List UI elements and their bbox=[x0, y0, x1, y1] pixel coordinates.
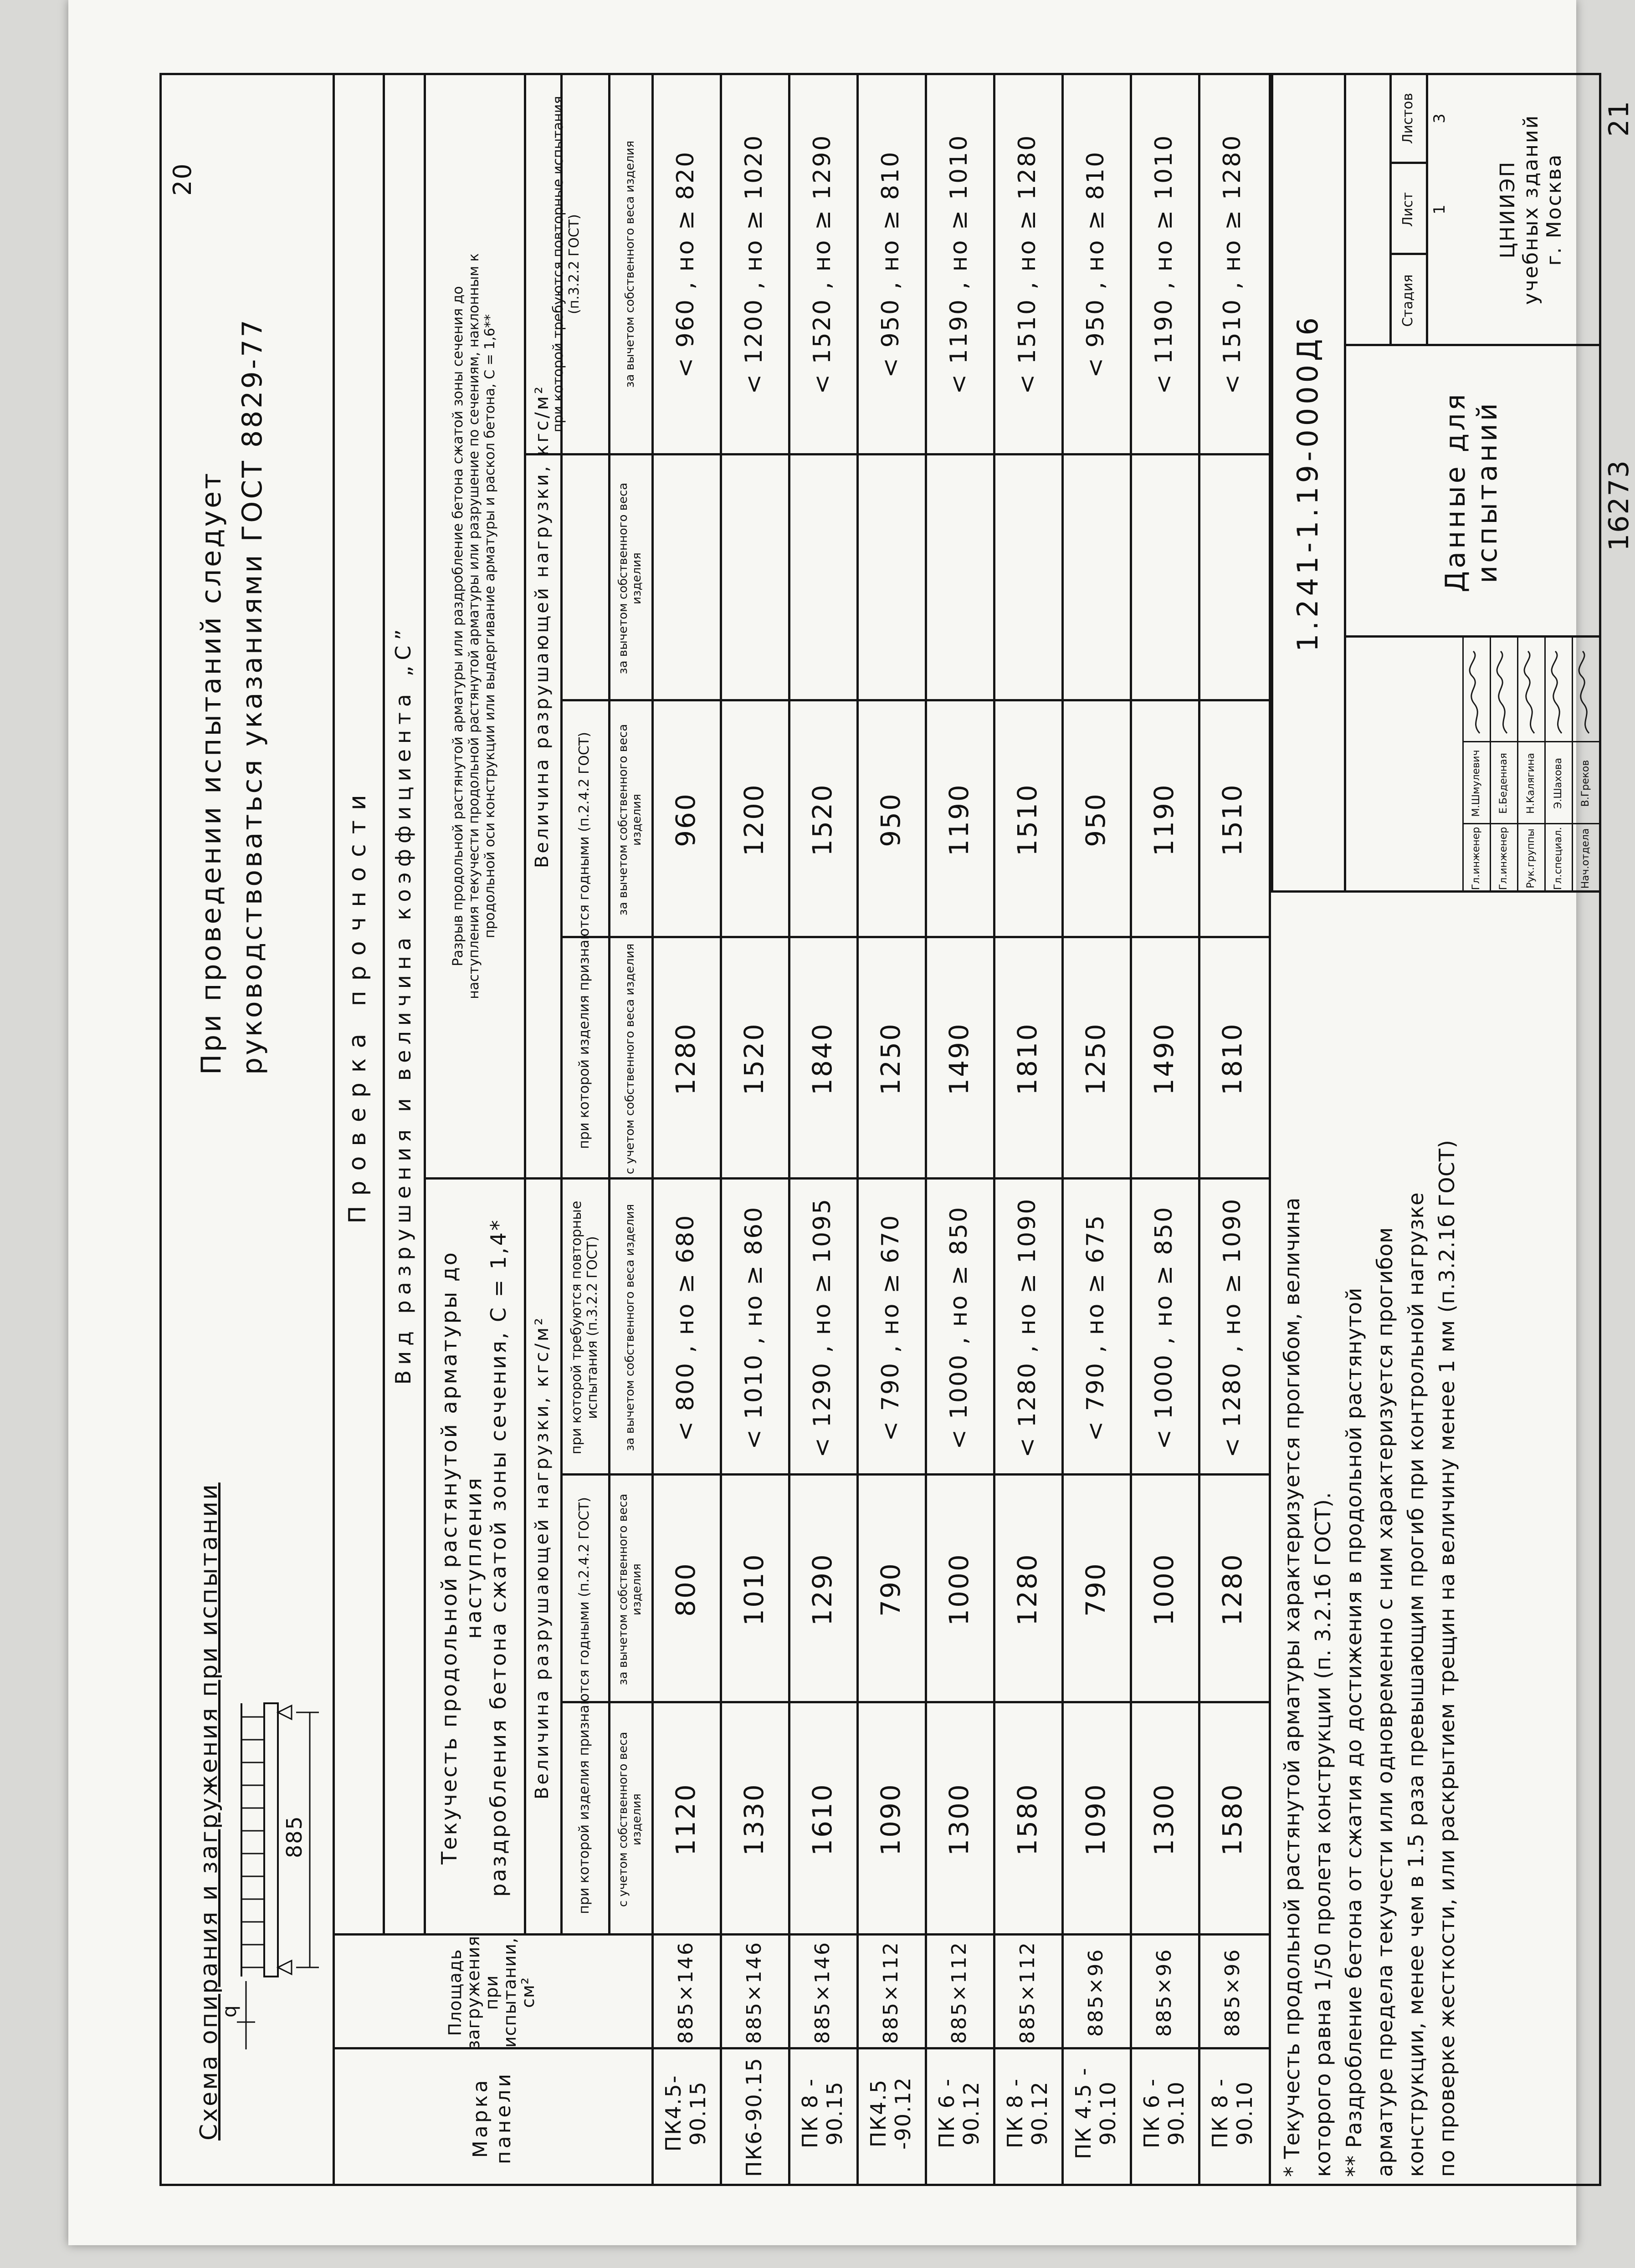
sub-repeat-c1: при которой требуются повторные испытания (п.3.2.2 ГОСТ) bbox=[568, 1200, 600, 1455]
cell-c1-with-weight: 1090 bbox=[875, 1783, 906, 1856]
signer-role: Гл.специал. bbox=[1552, 827, 1564, 890]
cell-c2-with-weight: 1490 bbox=[1148, 1022, 1179, 1095]
sub-accepted-c2: при которой изделия признаются годными (п.2.4.2 ГОСТ) bbox=[576, 732, 592, 1149]
cell-c1-with-weight: 1580 bbox=[1217, 1783, 1248, 1856]
cell-c1-repeat: < 790 , но ≥ 670 bbox=[877, 1214, 904, 1441]
cell-c2-without-weight: 1510 bbox=[1012, 783, 1043, 856]
frame-top bbox=[159, 73, 162, 2186]
cell-c2-repeat: < 1510 , но ≥ 1280 bbox=[1219, 134, 1246, 394]
col-area-line: загружения bbox=[463, 1935, 484, 2050]
sub-with-weight-c2: с учетом собственного веса изделия bbox=[623, 943, 637, 1175]
signature-icon bbox=[1468, 649, 1484, 736]
signer-name: В.Греков bbox=[1579, 760, 1591, 807]
cell-c2-without-weight: 950 bbox=[1080, 792, 1111, 847]
cell-c2-with-weight: 1840 bbox=[807, 1022, 838, 1095]
sub-with-weight-c1: с учетом собственного веса изделия bbox=[616, 1732, 644, 1907]
cell-mark: ПК 8 - 90.10 bbox=[1208, 2078, 1257, 2149]
cell-c1-with-weight: 1330 bbox=[738, 1783, 769, 1856]
page-number: 20 bbox=[168, 163, 197, 196]
subgroup-header: Вид разрушения и величина коэффициента „С” bbox=[391, 623, 415, 1385]
sheet-landscape bbox=[141, 46, 1635, 2213]
cell-c1-without-weight: 1280 bbox=[1012, 1553, 1043, 1626]
signer-role: Гл.инженер bbox=[1470, 827, 1482, 890]
footnote-1-line1: * Текучесть продольной растянутой арматуры характеризуется прогибом, величина bbox=[1280, 1197, 1304, 2177]
signature-icon bbox=[1495, 649, 1512, 736]
cell-mark: ПК6-90.15 bbox=[742, 2057, 766, 2177]
doc-title bbox=[1344, 346, 1599, 638]
strength-table bbox=[333, 73, 1271, 2186]
cell-c2-with-weight: 1520 bbox=[738, 1022, 769, 1095]
org-line2: учебных зданий bbox=[1519, 114, 1543, 305]
format-number: 21 bbox=[1603, 100, 1635, 137]
signer-role: Нач.отдела bbox=[1579, 828, 1591, 889]
cell-c2-with-weight: 1280 bbox=[670, 1022, 701, 1095]
org-block bbox=[1462, 73, 1599, 346]
scheme-drawing bbox=[228, 1685, 333, 2049]
sheets-value: 3 bbox=[1430, 113, 1449, 123]
sub-without-weight-c2: за вычетом собственного веса изделия bbox=[616, 724, 644, 916]
signer-role: Гл.инженер bbox=[1497, 827, 1509, 890]
gost-note-line1: При проведении испытаний следует bbox=[195, 471, 227, 1075]
cell-c2-repeat: < 960 , но ≥ 820 bbox=[672, 150, 699, 378]
cell-c1-without-weight: 1010 bbox=[738, 1553, 769, 1626]
cell-c2-repeat: < 1200 , но ≥ 1020 bbox=[740, 134, 768, 394]
cell-c1-without-weight: 790 bbox=[875, 1562, 906, 1617]
col-area-line: см² bbox=[518, 1977, 538, 2008]
footnote-2-line3: конструкции, менее чем в 1.5 раза превышающим прогиб при контрольной нагрузке bbox=[1404, 1192, 1428, 2177]
cell-c1-repeat: < 1290 , но ≥ 1095 bbox=[809, 1197, 836, 1458]
case1-title-line2: раздробления бетона сжатой зоны сечения, С = 1,4* bbox=[486, 1218, 511, 1897]
signer-name: М.Шмулевич bbox=[1470, 750, 1482, 817]
cell-c1-without-weight: 1290 bbox=[807, 1553, 838, 1626]
org-line3: г. Москва bbox=[1542, 153, 1566, 266]
case2-title-line3: продольной оси конструкции или выдергивание арматуры и раскол бетона, С = 1,6** bbox=[482, 314, 498, 939]
cell-c2-with-weight: 1810 bbox=[1012, 1022, 1043, 1095]
cell-c1-repeat: < 1010 , но ≥ 860 bbox=[740, 1206, 768, 1450]
footnote-2-line1: ** Раздробление бетона от сжатия до достижения в продольной растянутой bbox=[1342, 1287, 1366, 2177]
cell-c2-repeat: < 1190 , но ≥ 1010 bbox=[1150, 134, 1178, 394]
scheme-q-label: q bbox=[218, 2004, 241, 2018]
loading-scheme bbox=[218, 1685, 333, 2049]
sheets-label: Листов bbox=[1399, 92, 1416, 144]
cell-area: 885×112 bbox=[947, 1941, 971, 2044]
cell-c1-repeat: < 1280 , но ≥ 1090 bbox=[1219, 1197, 1246, 1458]
cell-c1-repeat: < 1000 , но ≥ 850 bbox=[945, 1206, 973, 1450]
cell-c2-repeat: < 950 , но ≥ 810 bbox=[1082, 150, 1109, 378]
footnote-2-line2: арматуре предела текучести или одновременно с ним характеризуется прогибом bbox=[1373, 1226, 1397, 2177]
group-header-strength: Проверка прочности bbox=[344, 785, 371, 1224]
frame-bottom bbox=[1599, 73, 1601, 2186]
cell-mark: ПК 8 - 90.15 bbox=[798, 2078, 847, 2149]
scheme-title: Схема опирания и загружения при испытании bbox=[195, 1482, 223, 2140]
signer-name: Е.Беденная bbox=[1497, 753, 1509, 814]
cell-c1-with-weight: 1610 bbox=[807, 1783, 838, 1856]
col-area-line: испытании, bbox=[499, 1937, 520, 2048]
cell-area: 885×96 bbox=[1152, 1948, 1176, 2037]
case2-title-line1: Разрыв продольной растянутой арматуры или раздробление бетона сжатой зоны сечения до bbox=[450, 286, 466, 966]
scanned-sheet bbox=[68, 0, 1635, 2245]
cell-c1-without-weight: 800 bbox=[670, 1562, 701, 1617]
cell-area: 885×146 bbox=[810, 1941, 834, 2044]
inventory-number: 16273 bbox=[1603, 460, 1635, 551]
cell-mark: ПК4.5 -90.12 bbox=[866, 2076, 915, 2150]
signature-icon bbox=[1550, 649, 1566, 736]
cell-c2-without-weight: 960 bbox=[670, 792, 701, 847]
cell-mark: ПК 6 - 90.10 bbox=[1139, 2078, 1189, 2149]
load-header-case2: Величина разрушающей нагрузки, кгс/м² bbox=[532, 384, 553, 868]
cell-c1-without-weight: 790 bbox=[1080, 1562, 1111, 1617]
cell-c1-with-weight: 1090 bbox=[1080, 1783, 1111, 1856]
cell-c1-without-weight: 1000 bbox=[1148, 1553, 1179, 1626]
cell-c1-without-weight: 1280 bbox=[1217, 1553, 1248, 1626]
footnote-2-line4: по проверке жесткости, или раскрытием трещин на величину менее 1 мм (п.3.2.1б ГОСТ) bbox=[1435, 1139, 1459, 2177]
footnote-1-line2: которого равна 1/50 пролета конструкции (п. 3.2.1б ГОСТ). bbox=[1311, 1492, 1335, 2177]
sub-without-weight-c1r: за вычетом собственного веса изделия bbox=[623, 1204, 637, 1451]
cell-c2-with-weight: 1250 bbox=[875, 1022, 906, 1095]
cell-area: 885×146 bbox=[674, 1941, 697, 2044]
case1-title bbox=[424, 1180, 524, 1936]
cell-c1-with-weight: 1300 bbox=[943, 1783, 974, 1856]
cell-area: 885×146 bbox=[742, 1941, 766, 2044]
cell-c1-without-weight: 1000 bbox=[943, 1553, 974, 1626]
title-block bbox=[1271, 73, 1599, 893]
cell-area: 885×112 bbox=[879, 1941, 902, 2044]
signature-icon bbox=[1522, 649, 1539, 736]
cell-c2-with-weight: 1810 bbox=[1217, 1022, 1248, 1095]
cell-c2-without-weight: 1190 bbox=[943, 783, 974, 856]
cell-c1-repeat: < 800 , но ≥ 680 bbox=[672, 1214, 699, 1441]
col-area-line: Площадь bbox=[445, 1949, 466, 2036]
sub-without-weight-c2r: за вычетом собственного веса изделия bbox=[623, 140, 637, 388]
gost-note-line2: руководствоваться указаниями ГОСТ 8829-77 bbox=[236, 317, 268, 1075]
signer-name: Н.Калягина bbox=[1525, 753, 1537, 814]
cell-mark: ПК 8 - 90.12 bbox=[1003, 2078, 1052, 2149]
cell-c2-repeat: < 950 , но ≥ 810 bbox=[877, 150, 904, 378]
sheet-value: 1 bbox=[1430, 204, 1449, 215]
cell-c2-repeat: < 1510 , но ≥ 1280 bbox=[1014, 134, 1041, 394]
cell-area: 885×112 bbox=[1015, 1941, 1039, 2044]
cell-c1-with-weight: 1580 bbox=[1012, 1783, 1043, 1856]
cell-mark: ПК 4.5 - 90.10 bbox=[1071, 2067, 1120, 2160]
cell-c1-repeat: < 1280 , но ≥ 1090 bbox=[1014, 1197, 1041, 1458]
signature-icon bbox=[1577, 649, 1594, 736]
cell-area: 885×96 bbox=[1220, 1948, 1244, 2037]
cell-c2-repeat: < 1190 , но ≥ 1010 bbox=[945, 134, 973, 394]
load-header-case1: Величина разрушающей нагрузки, кгс/м² bbox=[532, 1315, 553, 1800]
case2-title-line2: наступления текучести продольной растянутой арматуры или разрушение по сечениям, наклонным к bbox=[466, 253, 482, 999]
cell-area: 885×96 bbox=[1084, 1948, 1107, 2037]
doc-title-line1: Данные для bbox=[1440, 391, 1471, 593]
signer-role: Рук.группы bbox=[1525, 828, 1537, 889]
cell-c1-repeat: < 790 , но ≥ 675 bbox=[1082, 1214, 1109, 1441]
cell-c2-with-weight: 1250 bbox=[1080, 1022, 1111, 1095]
org-line1: ЦНИИЭП bbox=[1496, 160, 1519, 259]
cell-c2-repeat: < 1520 , но ≥ 1290 bbox=[809, 134, 836, 394]
case2-title bbox=[424, 73, 524, 1180]
cell-mark: ПК 6 - 90.12 bbox=[934, 2078, 984, 2149]
cell-c1-repeat: < 1000 , но ≥ 850 bbox=[1150, 1206, 1178, 1450]
signer-name: Э.Шахова bbox=[1552, 757, 1564, 809]
col-area-header bbox=[333, 1936, 651, 2049]
cell-c2-without-weight: 1200 bbox=[738, 783, 769, 856]
cell-c2-without-weight: 1520 bbox=[807, 783, 838, 856]
doc-code: 1.241-1.19-0000Д6 bbox=[1291, 314, 1324, 652]
col-mark-header: Марка панели bbox=[469, 2071, 515, 2165]
sub-without-weight-c1: за вычетом собственного веса изделия bbox=[616, 1493, 644, 1686]
sheet-label: Лист bbox=[1399, 192, 1416, 227]
cell-c2-without-weight: 950 bbox=[875, 792, 906, 847]
col-area-line: при bbox=[482, 1975, 502, 2010]
cell-c2-without-weight: 1190 bbox=[1148, 783, 1179, 856]
scheme-dimension: 885 bbox=[282, 1815, 307, 1858]
cell-mark: ПК4.5-90.15 bbox=[661, 2074, 710, 2152]
cell-c1-with-weight: 1300 bbox=[1148, 1783, 1179, 1856]
cell-c2-with-weight: 1490 bbox=[943, 1022, 974, 1095]
stage-label: Стадия bbox=[1399, 274, 1416, 327]
cell-c1-with-weight: 1120 bbox=[670, 1783, 701, 1856]
doc-title-line2: испытаний bbox=[1471, 400, 1503, 583]
cell-c2-without-weight: 1510 bbox=[1217, 783, 1248, 856]
sub-repeat-c2: при которой требуются повторные испытания (п.3.2.2 ГОСТ) bbox=[550, 96, 582, 433]
sub-accepted-c1: при которой изделия признаются годными (п.2.4.2 ГОСТ) bbox=[576, 1497, 592, 1914]
sub-without-weight-c2b: за вычетом собственного веса изделия bbox=[616, 482, 644, 674]
case1-title-line1: Текучесть продольной растянутой арматуры до наступления bbox=[437, 1251, 486, 1864]
